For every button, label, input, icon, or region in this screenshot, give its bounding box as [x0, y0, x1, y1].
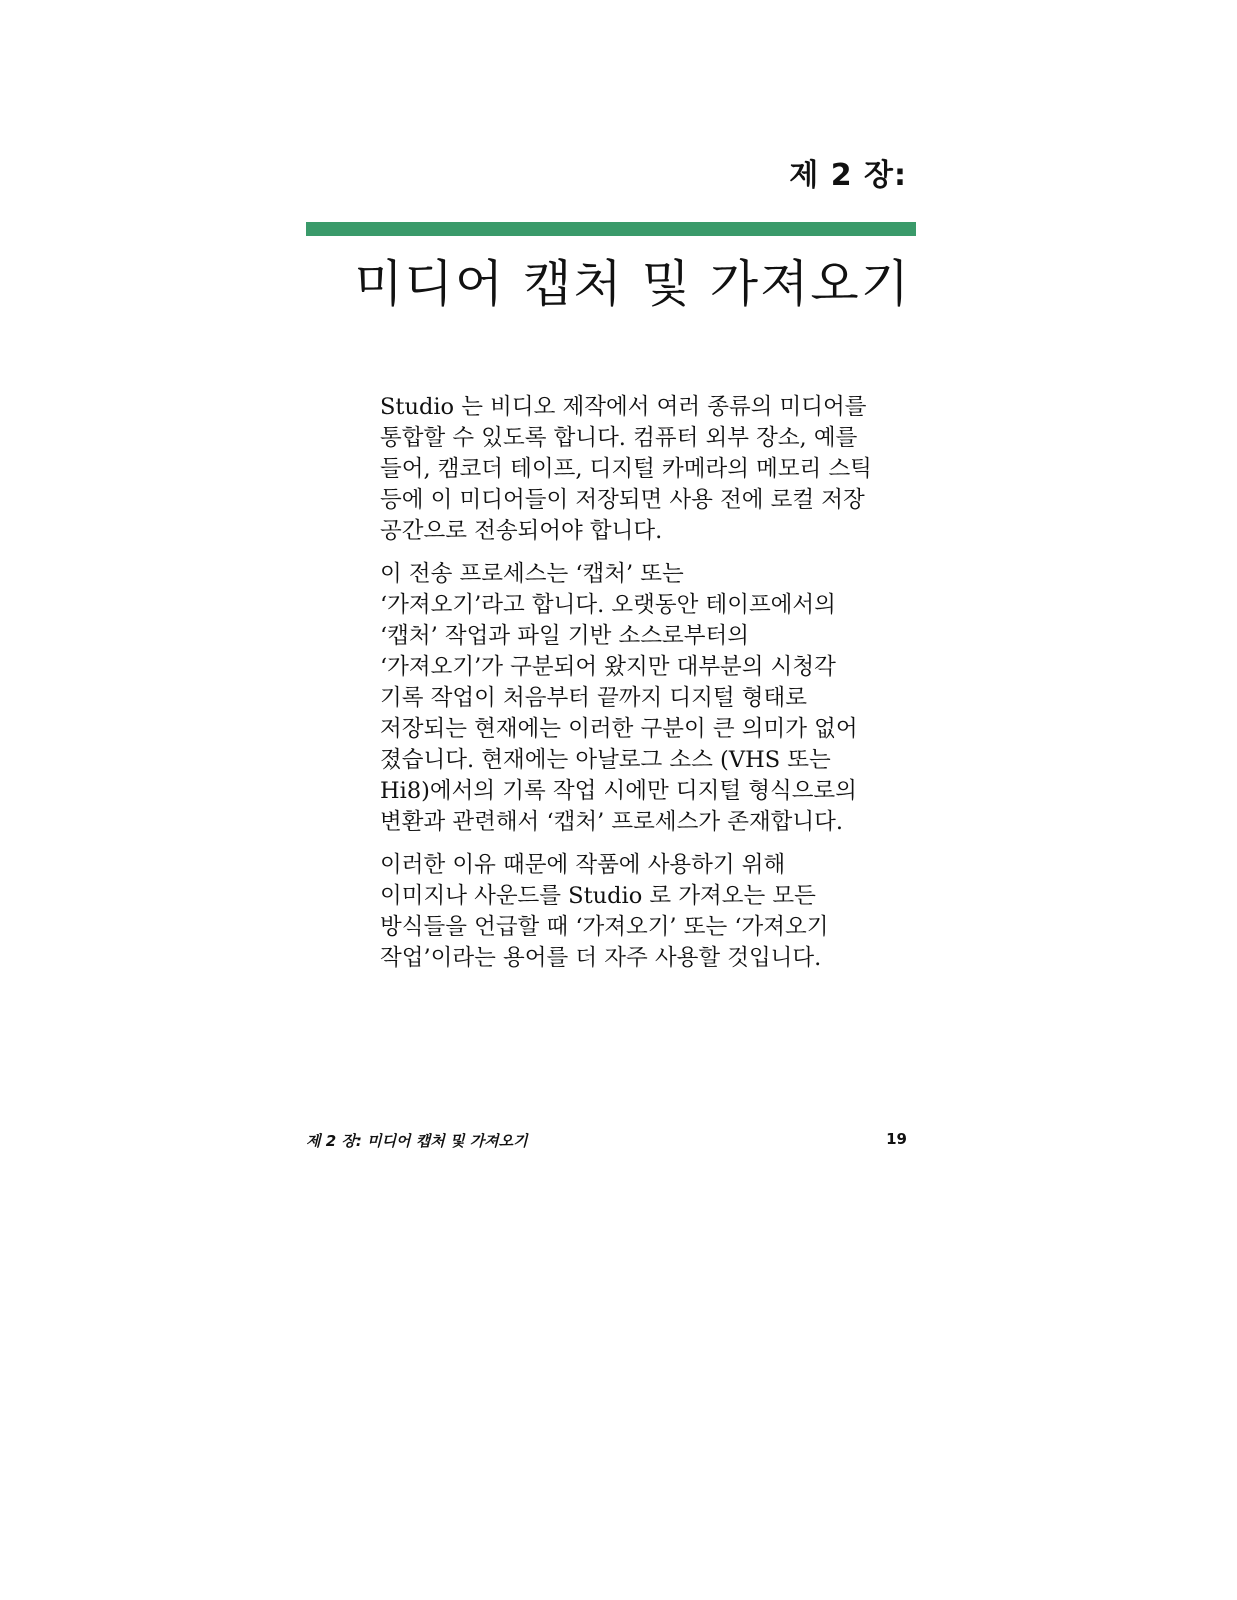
chapter-label: 제 2 장: — [789, 158, 907, 193]
text-line: 통합할 수 있도록 합니다. 컴퓨터 외부 장소, 예를 — [380, 425, 858, 451]
chapter-rule — [306, 222, 916, 236]
text-line: ‘캡처’ 작업과 파일 기반 소스로부터의 — [380, 623, 749, 649]
text-line: 작업’이라는 용어를 더 자주 사용할 것입니다. — [380, 945, 822, 971]
paragraph-3 — [380, 850, 920, 974]
text-line: 이러한 이유 때문에 작품에 사용하기 위해 — [380, 852, 786, 878]
text-line: 이미지나 사운드를 Studio 로 가져오는 모든 — [380, 883, 816, 909]
text-line: Hi8)에서의 기록 작업 시에만 디지털 형식으로의 — [380, 778, 857, 804]
text-line: 공간으로 전송되어야 합니다. — [380, 518, 663, 544]
paragraph-1 — [380, 392, 920, 547]
body-text — [380, 392, 920, 986]
chapter-title: 미디어 캡처 및 가져오기 — [354, 255, 911, 313]
footer-running-title: 제 2 장: 미디어 캡처 및 가져오기 — [306, 1132, 528, 1150]
text-line: ‘가져오기’가 구분되어 왔지만 대부분의 시청각 — [380, 654, 836, 680]
text-line: 변환과 관련해서 ‘캡처’ 프로세스가 존재합니다. — [380, 809, 844, 835]
text-line: Studio 는 비디오 제작에서 여러 종류의 미디어를 — [380, 394, 867, 420]
paragraph-2 — [380, 559, 920, 838]
text-line: 기록 작업이 처음부터 끝까지 디지털 형태로 — [380, 685, 807, 711]
text-line: 들어, 캠코더 테이프, 디지털 카메라의 메모리 스틱 — [380, 456, 872, 482]
footer-page-number: 19 — [886, 1130, 907, 1148]
text-line: 등에 이 미디어들이 저장되면 사용 전에 로컬 저장 — [380, 487, 865, 513]
text-line: 저장되는 현재에는 이러한 구분이 큰 의미가 없어 — [380, 716, 858, 742]
text-line: ‘가져오기’라고 합니다. 오랫동안 테이프에서의 — [380, 592, 836, 618]
text-line: 방식들을 언급할 때 ‘가져오기’ 또는 ‘가져오기 — [380, 914, 829, 940]
text-line: 이 전송 프로세스는 ‘캡처’ 또는 — [380, 561, 684, 587]
text-line: 졌습니다. 현재에는 아날로그 소스 (VHS 또는 — [380, 747, 831, 773]
